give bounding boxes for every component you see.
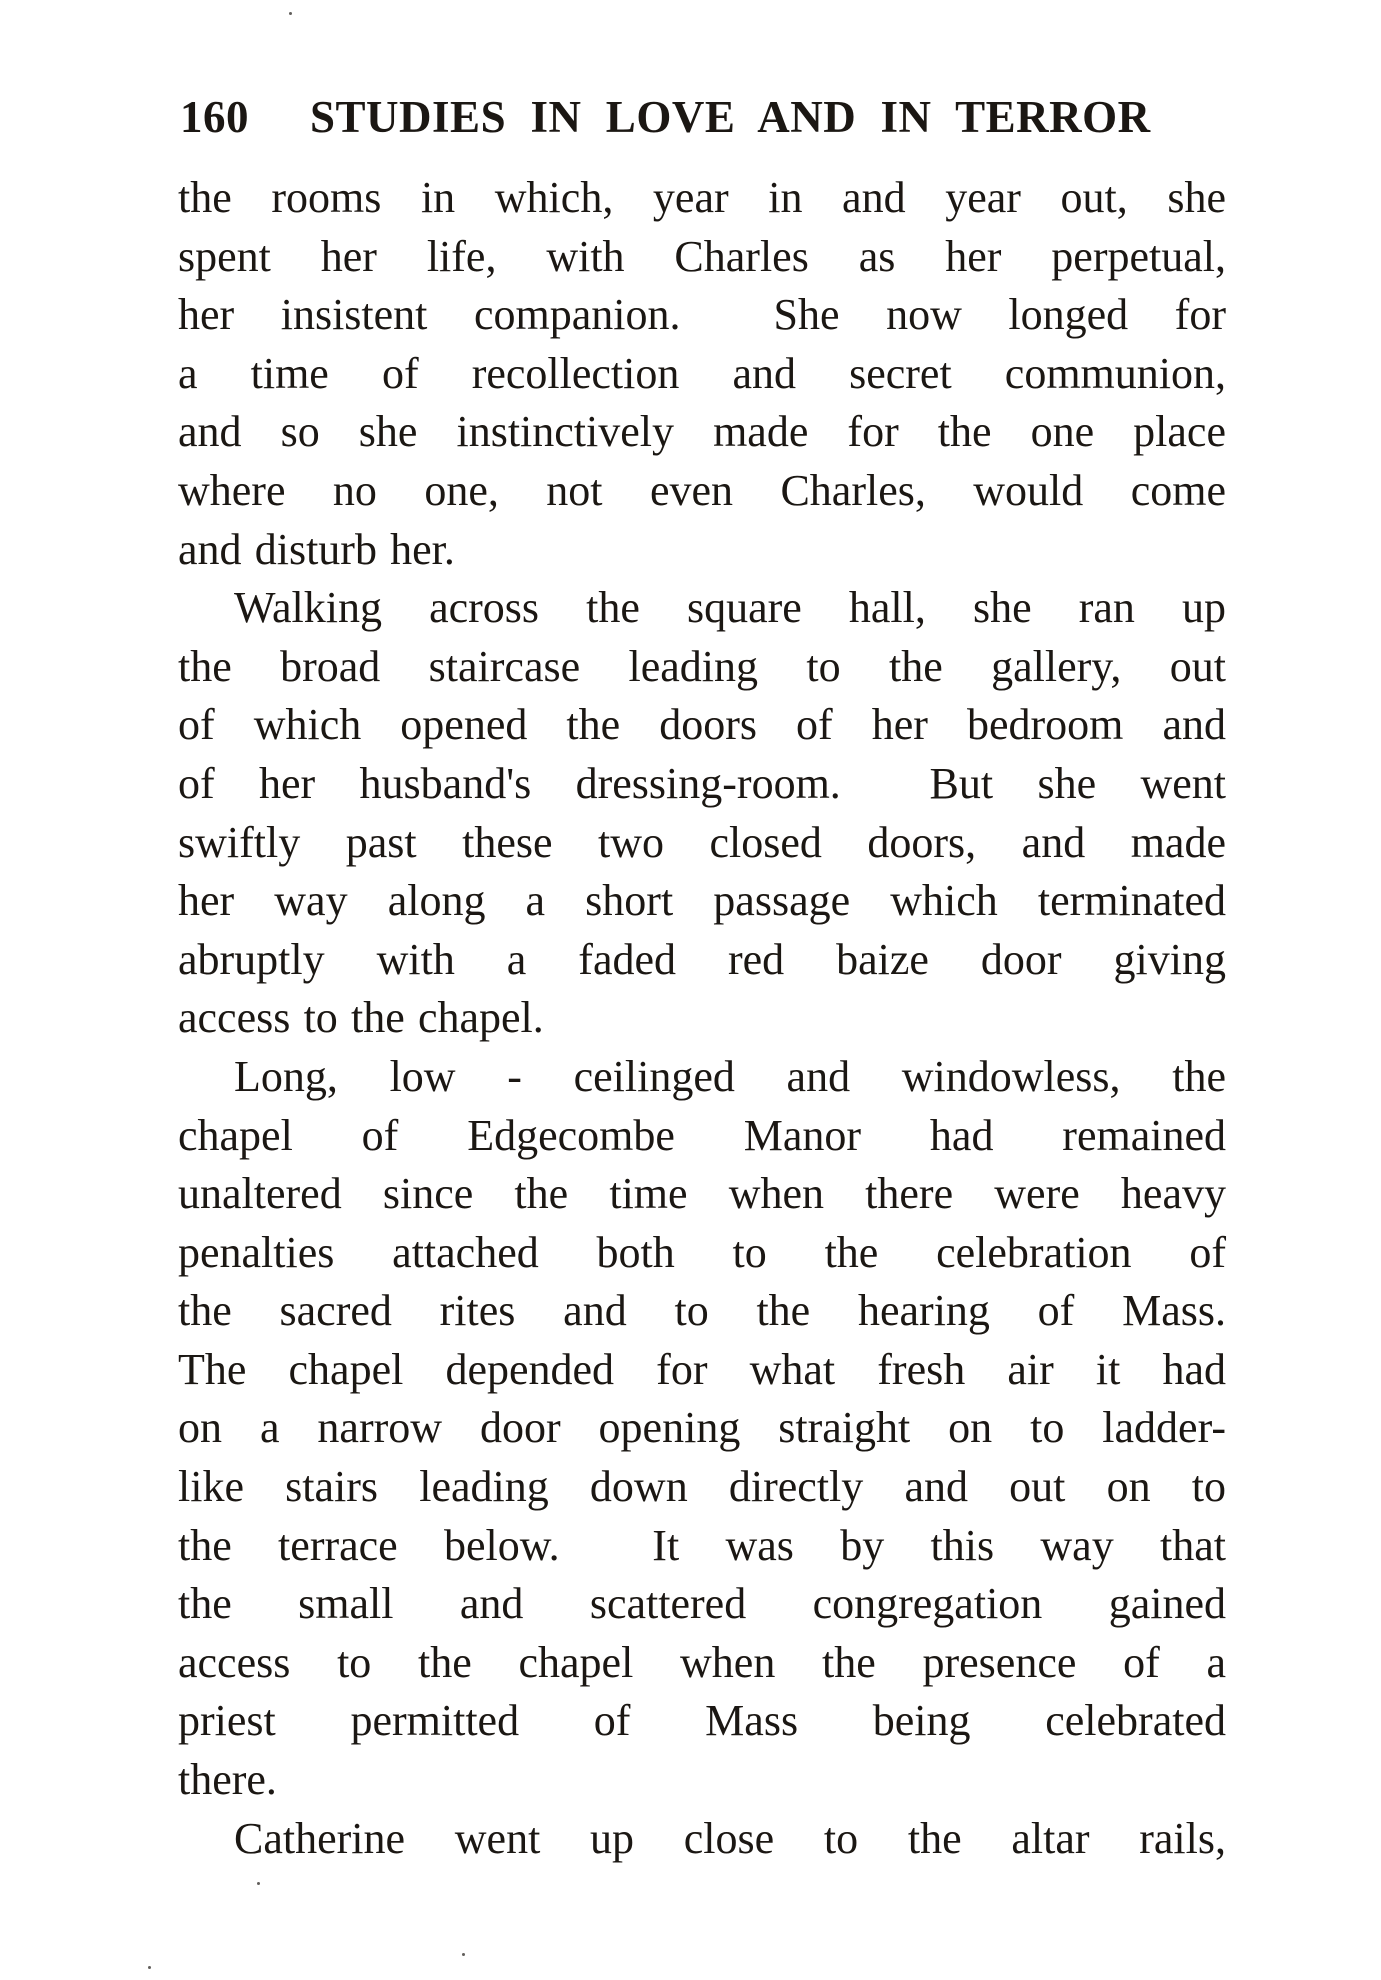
text-line: on a narrow door opening straight on to ladder-: [178, 1403, 1226, 1453]
text-line: access to the chapel.: [178, 993, 544, 1043]
text-line: her insistent companion. She now longed for: [178, 290, 1226, 340]
text-line: access to the chapel when the presence of a: [178, 1637, 1226, 1687]
text-line: unaltered since the time when there were heavy: [178, 1169, 1226, 1219]
text-line: the small and scattered congregation gained: [178, 1579, 1226, 1629]
text-line: a time of recollection and secret communion,: [178, 348, 1226, 398]
text-line: priest permitted of Mass being celebrated: [178, 1696, 1226, 1746]
text-line: spent her life, with Charles as her perpetual,: [178, 231, 1226, 281]
paragraph: [178, 579, 1226, 1048]
text-line: Catherine went up close to the altar rails,: [234, 1813, 1226, 1863]
running-title: STUDIES IN LOVE AND IN TERROR: [310, 92, 1151, 142]
text-line: chapel of Edgecombe Manor had remained: [178, 1110, 1226, 1160]
text-line: Walking across the square hall, she ran up: [234, 583, 1226, 633]
text-line: The chapel depended for what fresh air it had: [178, 1344, 1226, 1394]
scan-speck: [462, 1953, 465, 1956]
text-line: the terrace below. It was by this way that: [178, 1520, 1226, 1570]
text-line: the broad staircase leading to the gallery, out: [178, 641, 1226, 691]
text-line: and so she instinctively made for the one place: [178, 407, 1226, 457]
running-header: [178, 93, 1226, 141]
text-line: and disturb her.: [178, 524, 455, 574]
page-content: [178, 93, 1226, 1868]
text-line: there.: [178, 1755, 277, 1805]
body-text: [178, 169, 1226, 1868]
text-line: Long, low - ceilinged and windowless, the: [234, 1051, 1226, 1101]
text-line: like stairs leading down directly and out on to: [178, 1462, 1226, 1512]
text-line: abruptly with a faded red baize door giving: [178, 934, 1226, 984]
text-line: her way along a short passage which terminated: [178, 876, 1226, 926]
text-line: swiftly past these two closed doors, and made: [178, 817, 1226, 867]
paragraph: [178, 1810, 1226, 1869]
text-line: of her husband's dressing-room. But she went: [178, 758, 1226, 808]
text-line: the sacred rites and to the hearing of Mass.: [178, 1286, 1226, 1336]
paragraph: [178, 1048, 1226, 1810]
scan-speck: [289, 12, 292, 15]
scan-speck: [257, 1882, 260, 1885]
text-line: where no one, not even Charles, would come: [178, 465, 1226, 515]
page-number: 160: [180, 92, 249, 142]
paragraph: [178, 169, 1226, 579]
text-line: of which opened the doors of her bedroom and: [178, 700, 1226, 750]
text-line: penalties attached both to the celebration of: [178, 1227, 1226, 1277]
scan-speck: [148, 1966, 151, 1969]
text-line: the rooms in which, year in and year out, she: [178, 173, 1226, 222]
